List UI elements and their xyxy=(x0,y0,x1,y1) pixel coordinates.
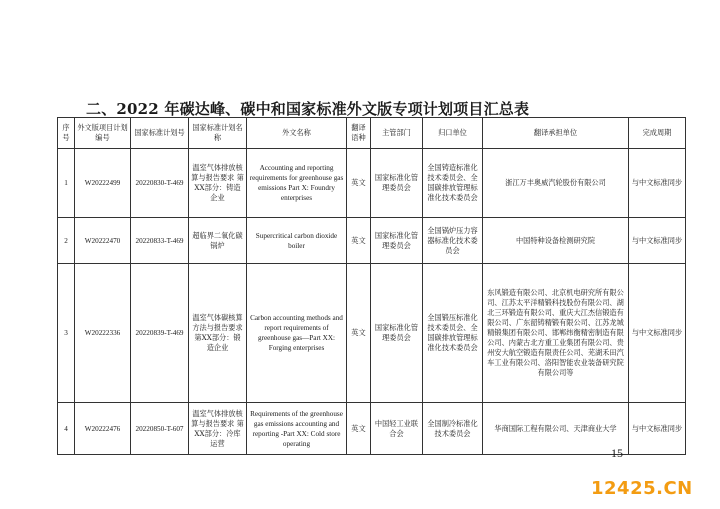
translation-language: 英文 xyxy=(347,149,371,218)
translation-language: 英文 xyxy=(347,218,371,264)
footer-dash-left xyxy=(591,454,607,455)
foreign-name: Requirements of the greenhouse gas emissions accounting and reporting -Part XX: Cold store operating xyxy=(247,403,347,455)
translation-language: 英文 xyxy=(347,264,371,403)
row-seq: 1 xyxy=(58,149,75,218)
national-plan-no: 20220839-T-469 xyxy=(131,264,189,403)
national-standard-name: 温室气体排放核算与报告要求 第XX部分：冷库运营 xyxy=(189,403,247,455)
translator: 中国特种设备检测研究院 xyxy=(483,218,629,264)
plan-table xyxy=(57,117,686,455)
footer-dash-right xyxy=(627,454,643,455)
row-seq: 3 xyxy=(58,264,75,403)
national-standard-name: 温室气体排放核算与报告要求 第XX部分：铸造企业 xyxy=(189,149,247,218)
completion-period: 与中文标准同步 xyxy=(629,264,686,403)
table-row xyxy=(58,218,686,264)
national-standard-name: 温室气体碳核算方法与报告要求 第XX部分：锻造企业 xyxy=(189,264,247,403)
authority: 中国轻工业联合会 xyxy=(371,403,423,455)
national-plan-no: 20220833-T-469 xyxy=(131,218,189,264)
column-header: 主管部门 xyxy=(371,118,423,149)
row-seq: 4 xyxy=(58,403,75,455)
column-header: 翻译语种 xyxy=(347,118,371,149)
column-header: 外文名称 xyxy=(247,118,347,149)
national-plan-no: 20220830-T-469 xyxy=(131,149,189,218)
column-header: 翻译承担单位 xyxy=(483,118,629,149)
column-header: 完成周期 xyxy=(629,118,686,149)
national-standard-name: 超临界二氧化碳锅炉 xyxy=(189,218,247,264)
technical-committee: 全国锅炉压力容器标准化技术委员会 xyxy=(423,218,483,264)
column-header: 归口单位 xyxy=(423,118,483,149)
national-plan-no: 20220850-T-607 xyxy=(131,403,189,455)
foreign-plan-no: W20222499 xyxy=(75,149,131,218)
column-header: 国家标准计划号 xyxy=(131,118,189,149)
technical-committee: 全国制冷标准化技术委员会 xyxy=(423,403,483,455)
foreign-name: Accounting and reporting requirements for greenhouse gas emissions Part X: Foundry enterprises xyxy=(247,149,347,218)
column-header: 国家标准计划名称 xyxy=(189,118,247,149)
translator: 东风锻造有限公司、北京机电研究所有限公司、江苏太平洋精锻科技股份有限公司、湖北三环锻造有限公司、重庆大江杰信锻造有限公司、广东韶铸精锻有限公司、江苏龙城精锻集团有限公司、邯郸纬衡精密制造有限公司、内蒙古北方重工业集团有限公司、贵州安大航空锻造有限责任公司、芜湖禾田汽车工业有限公司、洛阳智能农业装备研究院有限公司等 xyxy=(483,264,629,403)
authority: 国家标准化管理委员会 xyxy=(371,218,423,264)
table-header-row xyxy=(58,118,686,149)
technical-committee: 全国铸造标准化技术委员会、全国碳排放管理标准化技术委员会 xyxy=(423,149,483,218)
table-row xyxy=(58,149,686,218)
foreign-plan-no: W20222476 xyxy=(75,403,131,455)
page-title: 二、2022 年碳达峰、碳中和国家标准外文版专项计划项目汇总表 xyxy=(86,100,530,118)
page-footer xyxy=(587,446,647,461)
column-header: 外文版项目计划编号 xyxy=(75,118,131,149)
completion-period: 与中文标准同步 xyxy=(629,403,686,455)
foreign-plan-no: W20222470 xyxy=(75,218,131,264)
authority: 国家标准化管理委员会 xyxy=(371,149,423,218)
completion-period: 与中文标准同步 xyxy=(629,149,686,218)
table-row xyxy=(58,264,686,403)
site-watermark: 12425.CN xyxy=(591,478,693,499)
authority: 国家标准化管理委员会 xyxy=(371,264,423,403)
foreign-plan-no: W20222336 xyxy=(75,264,131,403)
foreign-name: Supercritical carbon dioxide boiler xyxy=(247,218,347,264)
page-number: 15 xyxy=(611,446,623,460)
translator: 浙江万丰奥威汽轮股份有限公司 xyxy=(483,149,629,218)
completion-period: 与中文标准同步 xyxy=(629,218,686,264)
column-header: 序号 xyxy=(58,118,75,149)
translator: 华商国际工程有限公司、天津商业大学 xyxy=(483,403,629,455)
foreign-name: Carbon accounting methods and report requirements of greenhouse gas—Part XX: Forging enterprises xyxy=(247,264,347,403)
row-seq: 2 xyxy=(58,218,75,264)
technical-committee: 全国锻压标准化技术委员会、全国碳排放管理标准化技术委员会 xyxy=(423,264,483,403)
translation-language: 英文 xyxy=(347,403,371,455)
